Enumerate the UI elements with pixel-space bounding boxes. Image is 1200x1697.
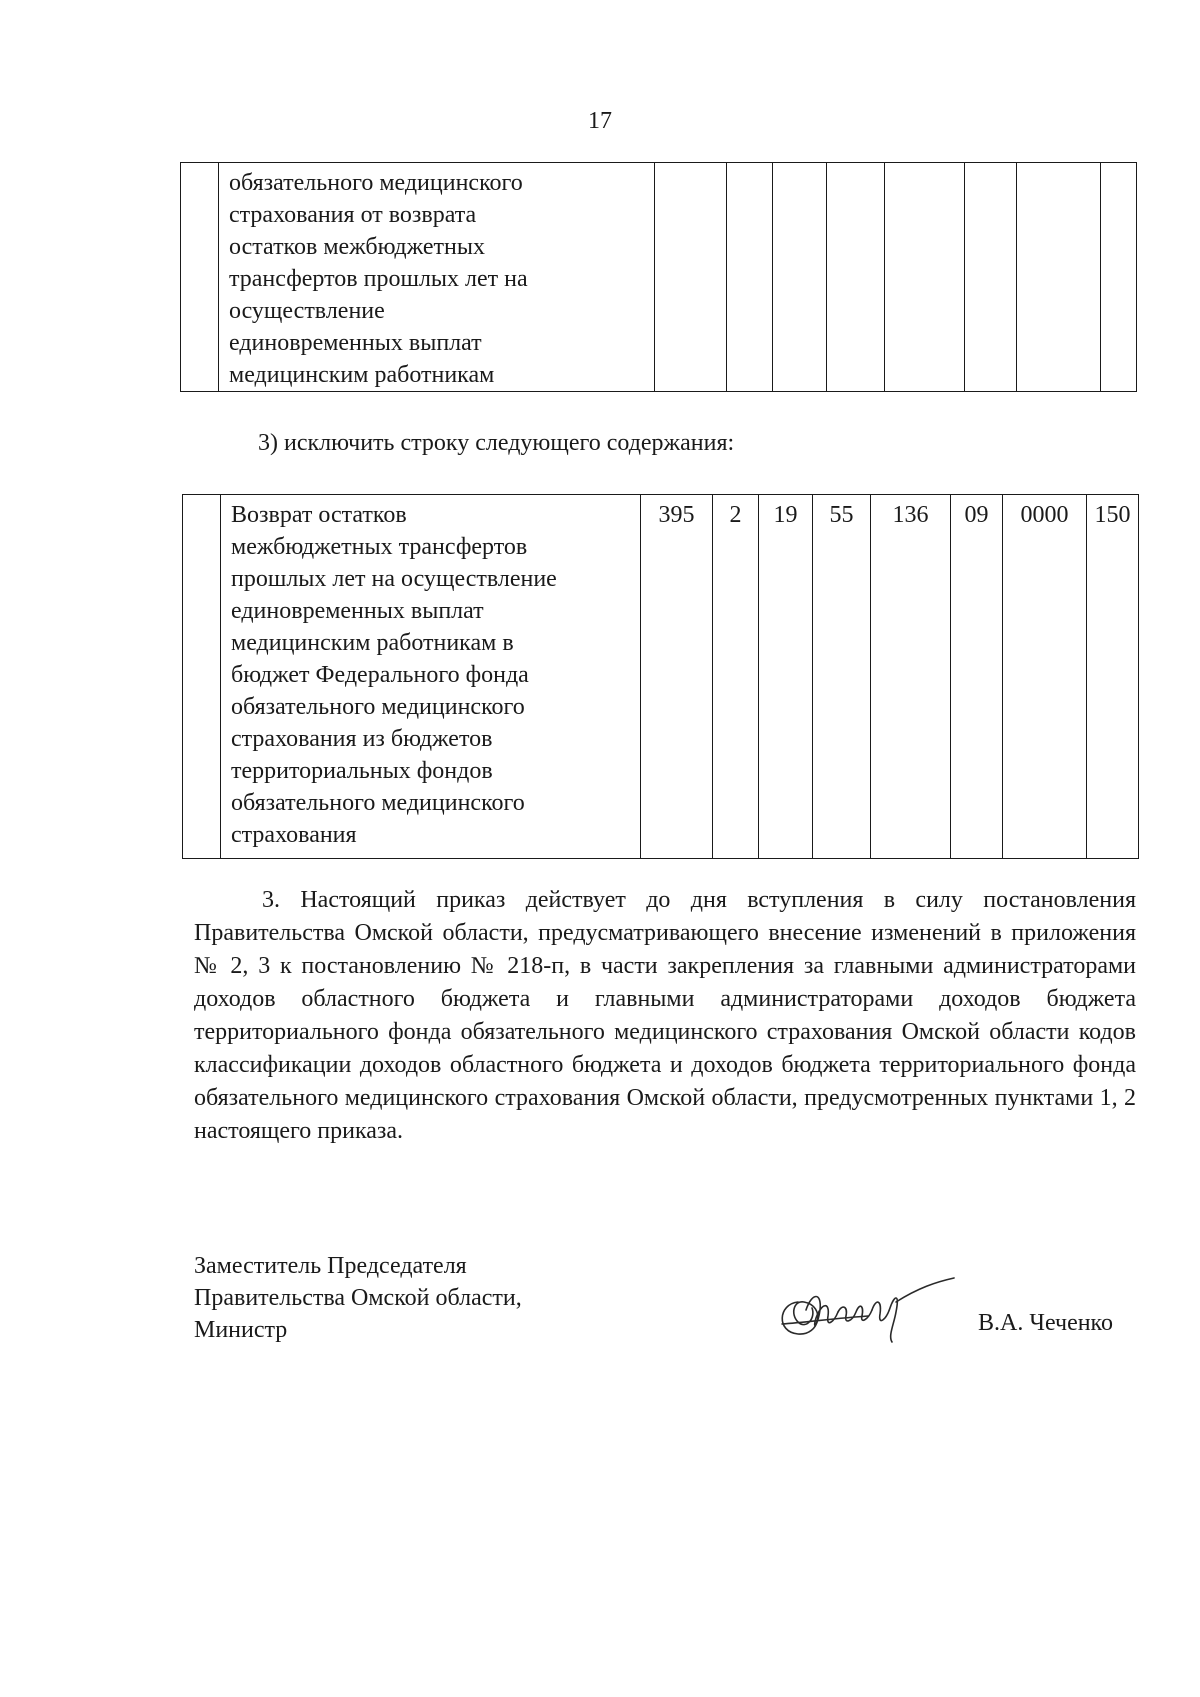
paragraph-3: 3. Настоящий приказ действует до дня вступления в силу постановления Правительства Омской области, предусматривающего внесение изменений в приложения № 2, 3 к постановлению № 218-п, в части закрепления за главными администраторами доходов областного бюджета и главными администраторами доходов бюджета территориального фонда обязательного медицинского страхования Омской области кодов классификации доходов областного бюджета и доходов бюджета территориального фонда обязательного медицинского страхования Омской области, предусмотренных пунктами 1, 2 настоящего приказа. (194, 887, 1136, 1144)
code-cell: 0000 (1003, 495, 1087, 859)
handwritten-signature (768, 1262, 958, 1352)
row-number-cell (181, 163, 219, 392)
table-row (183, 495, 1139, 859)
description-line: прошлых лет на осуществление (231, 566, 557, 592)
description-line: страхования из бюджетов (231, 726, 493, 752)
code-cell (1101, 163, 1137, 392)
code-cell (773, 163, 827, 392)
description-line: бюджет Федерального фонда (231, 662, 529, 688)
description-line: страхования (231, 822, 357, 848)
row-number-cell (183, 495, 221, 859)
code-cell (655, 163, 727, 392)
code-cell: 09 (951, 495, 1003, 859)
signer-title-line: Правительства Омской области, (194, 1285, 522, 1311)
code-cell (827, 163, 885, 392)
description-line: обязательного медицинского (231, 790, 525, 816)
description-line: осуществление (229, 298, 385, 324)
page-number: 17 (588, 108, 612, 134)
description-line: медицинским работникам (229, 362, 495, 388)
description-line: территориальных фондов (231, 758, 493, 784)
description-line: остатков межбюджетных (229, 234, 485, 260)
description-line: трансфертов прошлых лет на (229, 266, 528, 292)
signer-title (194, 1250, 522, 1346)
description-line: межбюджетных трансфертов (231, 534, 528, 560)
description-line: единовременных выплат (229, 330, 482, 356)
code-cell (885, 163, 965, 392)
table-continued-row (180, 162, 1137, 392)
code-cell (965, 163, 1017, 392)
description-line: Возврат остатков (231, 502, 407, 528)
signer-name: В.А. Чеченко (978, 1310, 1113, 1336)
table-excluded-row (182, 494, 1139, 859)
code-cell: 55 (813, 495, 871, 859)
description-line: обязательного медицинского (229, 170, 523, 196)
description-line: единовременных выплат (231, 598, 484, 624)
description-cell (221, 495, 641, 859)
code-cell: 395 (641, 495, 713, 859)
code-cell (1017, 163, 1101, 392)
signer-title-line: Заместитель Председателя (194, 1253, 467, 1279)
code-cell: 150 (1087, 495, 1139, 859)
code-cell: 136 (871, 495, 951, 859)
signer-title-line: Министр (194, 1317, 288, 1343)
subitem-3-text: 3) исключить строку следующего содержания: (258, 430, 735, 456)
code-cell: 19 (759, 495, 813, 859)
table-row (181, 163, 1137, 392)
code-cell (727, 163, 773, 392)
description-line: медицинским работникам в (231, 630, 514, 656)
description-line: страхования от возврата (229, 202, 477, 228)
description-cell (219, 163, 655, 392)
code-cell: 2 (713, 495, 759, 859)
description-line: обязательного медицинского (231, 694, 525, 720)
